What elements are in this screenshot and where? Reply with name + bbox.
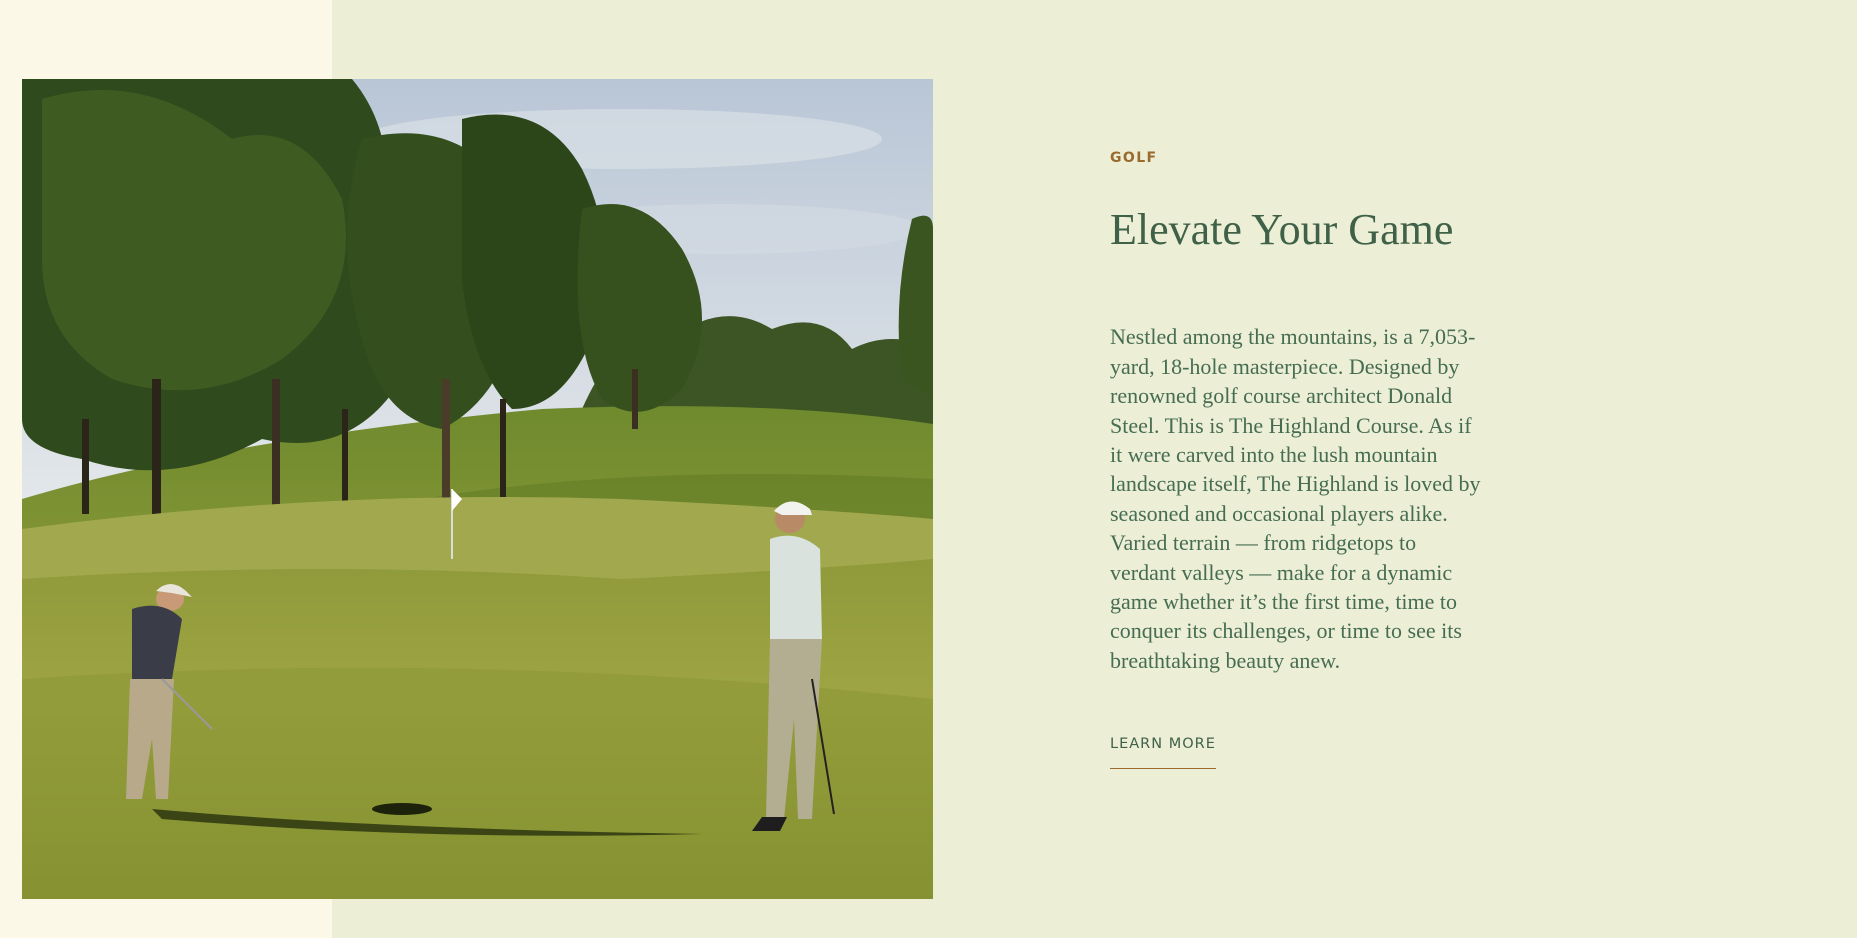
golf-section [1110,150,1490,769]
golf-course-photo [22,79,933,899]
learn-more-link[interactable]: LEARN MORE [1110,736,1216,769]
section-heading: Elevate Your Game [1110,205,1454,254]
section-description: Nestled among the mountains, is a 7,053-yard, 18-hole masterpiece. Designed by renowned golf course architect Donald Steel. This is The Highland Course. As if it were carved into the lush mountain landscape itself, The Highland is loved by seasoned and occasional players alike. Varied terrain — from ridgetops to verdant valleys — make for a dynamic game whether it’s the first time, time to conquer its challenges, or time to see its breathtaking beauty anew. [1110,324,1481,673]
section-eyebrow: GOLF [1110,150,1158,166]
